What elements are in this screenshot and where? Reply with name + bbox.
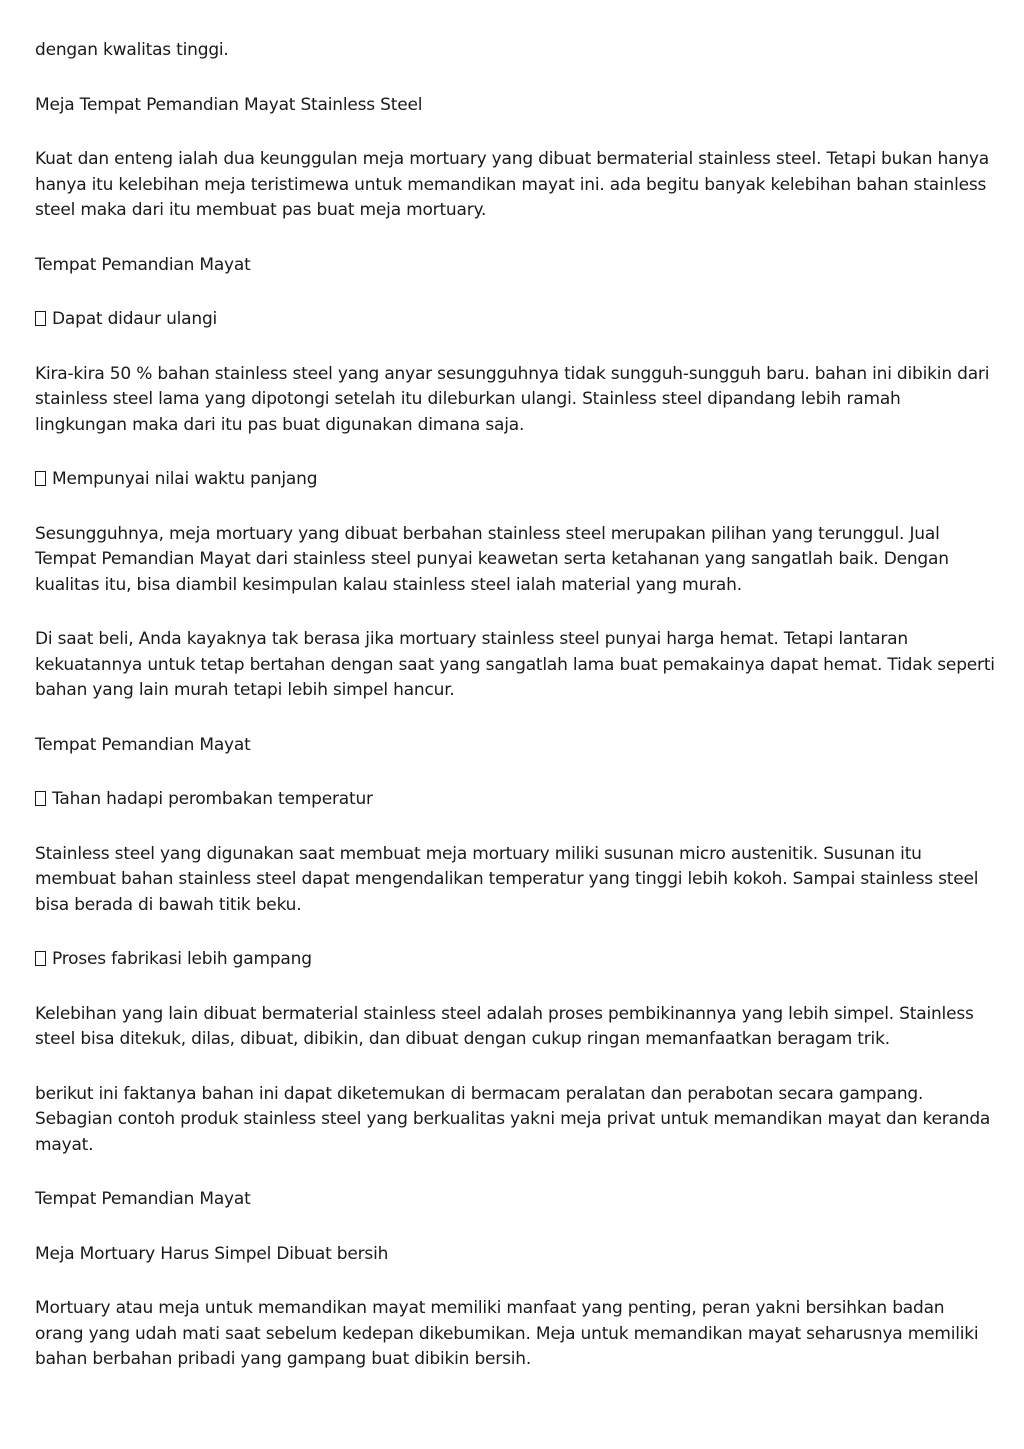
paragraph: Kira-kira 50 % bahan stainless steel yang anyar sesungguhnya tidak sungguh-sungguh baru. bahan ini dibikin dari stainless steel lama yang dipotongi setelah itu dileburkan ulangi. Stainless steel dipandang lebih ramah lingkungan maka dari itu pas buat digunakan dimana saja. <box>35 363 990 435</box>
bullet-text: Proses fabrikasi lebih gampang <box>52 949 312 969</box>
paragraph: Stainless steel yang digunakan saat membuat meja mortuary miliki susunan micro austenitik. Susunan itu membuat bahan stainless steel dapat mengendalikan temperatur yang tinggi lebih kokoh. Sampai stainless steel bisa berada di bawah titik beku. <box>35 843 979 915</box>
paragraph: berikut ini faktanya bahan ini dapat diketemukan di bermacam peralatan dan perabotan secara gampang. Sebagian contoh produk stainless steel yang berkualitas yakni meja privat untuk memandikan mayat dan keranda mayat. <box>35 1083 991 1155</box>
bullet-item <box>35 947 995 973</box>
missing-glyph-bullet-icon <box>35 471 46 486</box>
document-page <box>35 38 995 1402</box>
bullet-text: Dapat didaur ulangi <box>52 309 218 329</box>
bullet-text: Mempunyai nilai waktu panjang <box>52 469 318 489</box>
paragraph: Di saat beli, Anda kayaknya tak berasa jika mortuary stainless steel punyai harga hemat. Tetapi lantaran kekuatannya untuk tetap bertahan dengan saat yang sangatlah lama buat pemakainya dapat hemat. Tidak seperti bahan yang lain murah tetapi lebih simpel hancur. <box>35 629 995 700</box>
paragraph: Meja Tempat Pemandian Mayat Stainless Steel <box>35 94 423 115</box>
paragraph: Meja Mortuary Harus Simpel Dibuat bersih <box>35 1243 389 1264</box>
bullet-item <box>35 467 995 493</box>
paragraph: Kelebihan yang lain dibuat bermaterial stainless steel adalah proses pembikinannya yang lebih simpel. Stainless steel bisa ditekuk, dilas, dibuat, dibikin, dan dibuat dengan cukup ringan memanfaatkan beragam trik. <box>35 1003 974 1049</box>
bullet-text: Tahan hadapi perombakan temperatur <box>52 789 373 809</box>
paragraph: Sesungguhnya, meja mortuary yang dibuat berbahan stainless steel merupakan pilihan yang terunggul. Jual Tempat Pemandian Mayat dari stainless steel punyai keawetan serta ketahanan yang sangatlah baik. Dengan kualitas itu, bisa diambil kesimpulan kalau stainless steel ialah material yang murah. <box>35 523 949 595</box>
paragraph: Tempat Pemandian Mayat <box>35 734 251 755</box>
bullet-item <box>35 787 995 813</box>
paragraph: dengan kwalitas tinggi. <box>35 40 229 60</box>
missing-glyph-bullet-icon <box>35 791 46 806</box>
paragraph: Kuat dan enteng ialah dua keunggulan meja mortuary yang dibuat bermaterial stainless steel. Tetapi bukan hanya hanya itu kelebihan meja teristimewa untuk memandikan mayat ini. ada begitu banyak kelebihan bahan stainless steel maka dari itu membuat pas buat meja mortuary. <box>35 149 989 220</box>
bullet-item <box>35 307 995 333</box>
paragraph: Mortuary atau meja untuk memandikan mayat memiliki manfaat yang penting, peran yakni bersihkan badan orang yang udah mati saat sebelum kedepan dikebumikan. Meja untuk memandikan mayat seharusnya memiliki bahan berbahan pribadi yang gampang buat dibikin bersih. <box>35 1298 979 1369</box>
missing-glyph-bullet-icon <box>35 951 46 966</box>
missing-glyph-bullet-icon <box>35 311 46 326</box>
paragraph: Tempat Pemandian Mayat <box>35 254 251 275</box>
paragraph: Tempat Pemandian Mayat <box>35 1189 251 1209</box>
